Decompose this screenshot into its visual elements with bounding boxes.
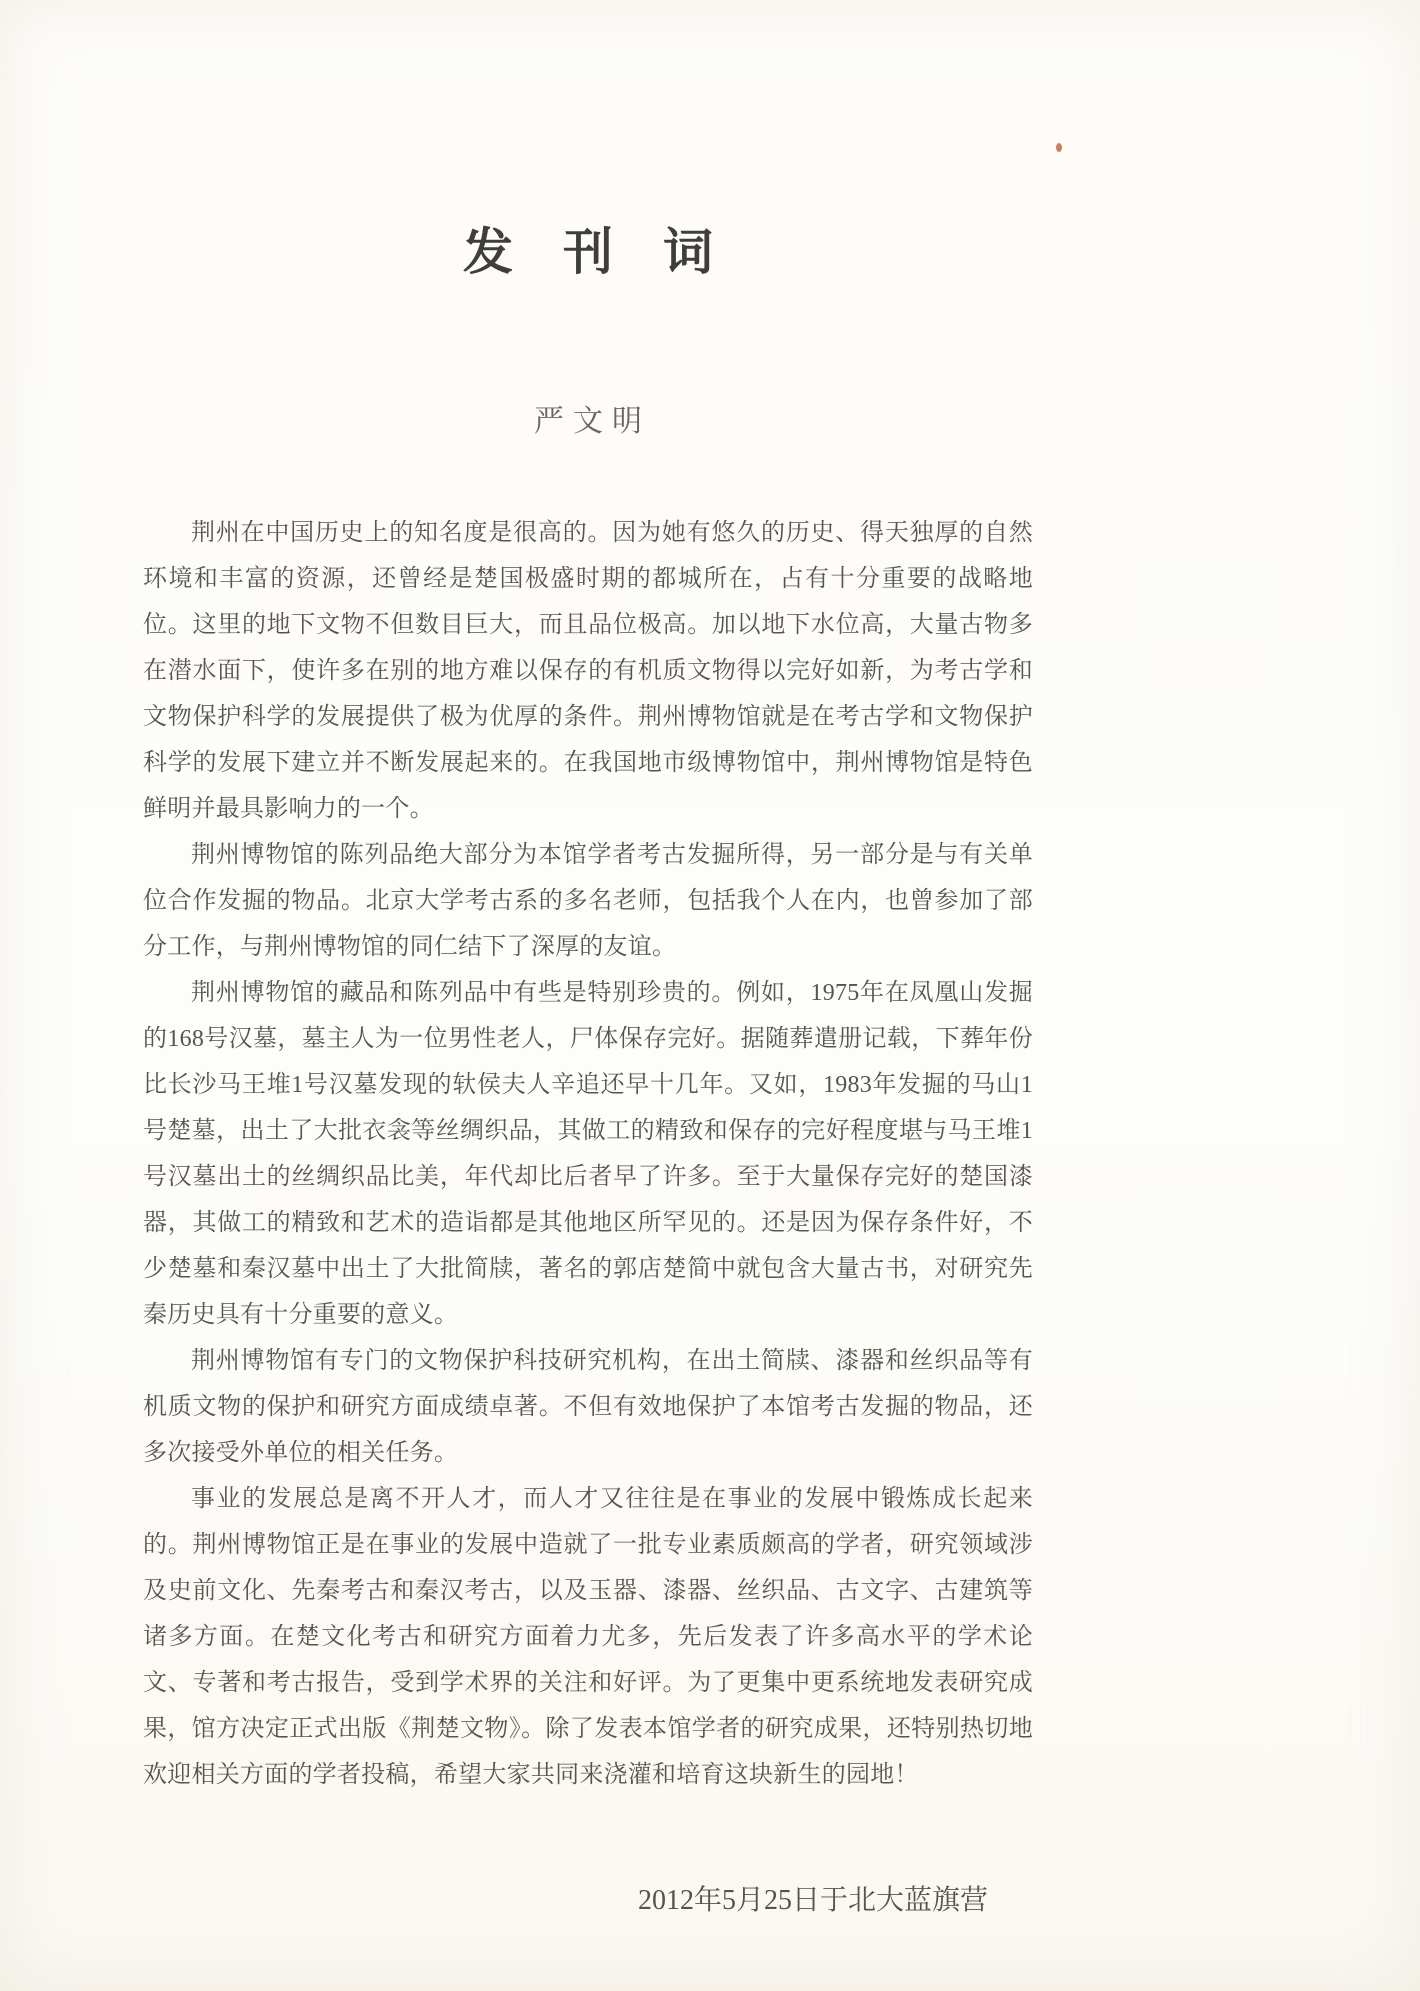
- body-text: [143, 510, 1033, 1798]
- scan-speck: [1056, 143, 1062, 152]
- paragraph: 事业的发展总是离不开人才，而人才又往往是在事业的发展中锻炼成长起来的。荆州博物馆正是在事业的发展中造就了一批专业素质颇高的学者，研究领域涉及史前文化、先秦考古和秦汉考古，以及玉器、漆器、丝织品、古文字、古建筑等诸多方面。在楚文化考古和研究方面着力尤多，先后发表了许多高水平的学术论文、专著和考古报告，受到学术界的关注和好评。为了更集中更系统地发表研究成果，馆方决定正式出版《荆楚文物》。除了发表本馆学者的研究成果，还特别热切地欢迎相关方面的学者投稿，希望大家共同来浇灌和培育这块新生的园地！: [143, 1486, 1033, 1788]
- paragraph: 荆州博物馆的陈列品绝大部分为本馆学者考古发掘所得，另一部分是与有关单位合作发掘的物品。北京大学考古系的多名老师，包括我个人在内，也曾参加了部分工作，与荆州博物馆的同仁结下了深厚的友谊。: [143, 842, 1033, 960]
- text-block: [143, 0, 1033, 1918]
- paragraph: 荆州在中国历史上的知名度是很高的。因为她有悠久的历史、得天独厚的自然环境和丰富的资源，还曾经是楚国极盛时期的都城所在，占有十分重要的战略地位。这里的地下文物不但数目巨大，而且品位极高。加以地下水位高，大量古物多在潜水面下，使许多在别的地方难以保存的有机质文物得以完好如新，为考古学和文物保护科学的发展提供了极为优厚的条件。荆州博物馆就是在考古学和文物保护科学的发展下建立并不断发展起来的。在我国地市级博物馆中，荆州博物馆是特色鲜明并最具影响力的一个。: [143, 520, 1033, 822]
- dateline: 2012年5月25日于北大蓝旗营: [637, 1885, 988, 1916]
- paragraph: 荆州博物馆有专门的文物保护科技研究机构，在出土简牍、漆器和丝织品等有机质文物的保护和研究方面成绩卓著。不但有效地保护了本馆考古发掘的物品，还多次接受外单位的相关任务。: [143, 1348, 1033, 1466]
- paragraph: 荆州博物馆的藏品和陈列品中有些是特别珍贵的。例如，1975年在凤凰山发掘的168号汉墓，墓主人为一位男性老人，尸体保存完好。据随葬遣册记载，下葬年份比长沙马王堆1号汉墓发现的轪侯夫人辛追还早十几年。又如，1983年发掘的马山1号楚墓，出土了大批衣衾等丝绸织品，其做工的精致和保存的完好程度堪与马王堆1号汉墓出土的丝绸织品比美，年代却比后者早了许多。至于大量保存完好的楚国漆器，其做工的精致和艺术的造诣都是其他地区所罕见的。还是因为保存条件好，不少楚墓和秦汉墓中出土了大批简牍，著名的郭店楚简中就包含大量古书，对研究先秦历史具有十分重要的意义。: [143, 980, 1033, 1328]
- page-title: 发刊词: [463, 224, 763, 280]
- author-name: 严文明: [534, 405, 651, 438]
